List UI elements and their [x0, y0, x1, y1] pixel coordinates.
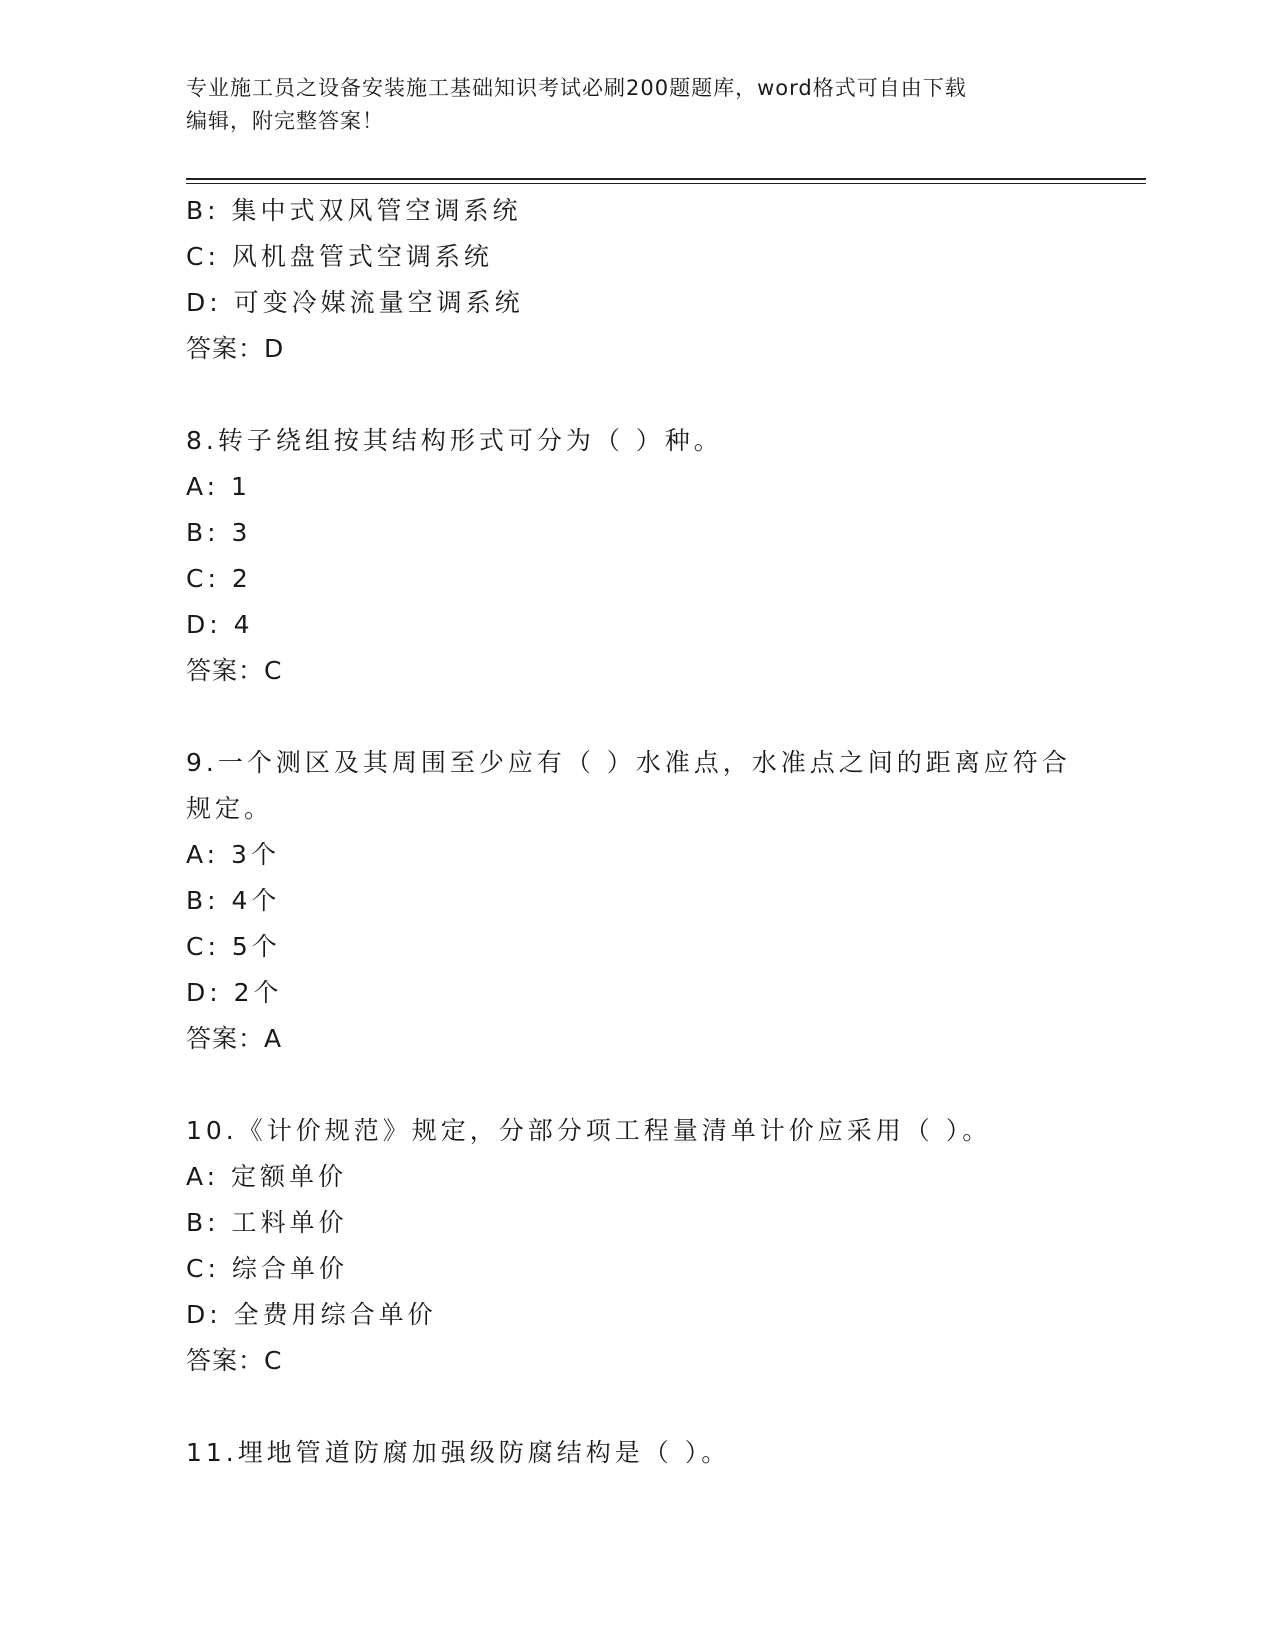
- option-b: B: 工料单价: [186, 1208, 348, 1237]
- option-b: B: 4个: [186, 886, 281, 915]
- question-stem-line1: 9.一个测区及其周围至少应有（ ）水准点，水准点之间的距离应符合: [186, 748, 1071, 777]
- option-a: A: 1: [186, 472, 251, 501]
- answer-line: 答案：A: [186, 1024, 283, 1053]
- option-c: C: 综合单价: [186, 1254, 348, 1283]
- option-a: A: 3个: [186, 840, 280, 869]
- answer-line: 答案：C: [186, 1346, 283, 1375]
- option-d: D: 可变冷媒流量空调系统: [186, 288, 524, 317]
- option-b: B: 集中式双风管空调系统: [186, 196, 522, 225]
- option-c: C: 2: [186, 564, 252, 593]
- question-stem: 10.《计价规范》规定，分部分项工程量清单计价应采用（ ）。: [186, 1116, 992, 1145]
- question-stem: 8.转子绕组按其结构形式可分为（ ）种。: [186, 426, 723, 455]
- option-a: A: 定额单价: [186, 1162, 348, 1191]
- answer-line: 答案：D: [186, 334, 285, 363]
- document-header: [186, 72, 1086, 138]
- question-stem-line2: 规定。: [186, 794, 274, 823]
- question-list: [186, 188, 1106, 1476]
- answer-line: 答案：C: [186, 656, 283, 685]
- header-divider-thin: [186, 183, 1146, 184]
- header-title-line1: 专业施工员之设备安装施工基础知识考试必刷200题题库，word格式可自由下载: [186, 76, 967, 100]
- option-c: C: 5个: [186, 932, 281, 961]
- option-d: D: 全费用综合单价: [186, 1300, 437, 1329]
- question-stem: 11.埋地管道防腐加强级防腐结构是（ ）。: [186, 1438, 731, 1467]
- option-b: B: 3: [186, 518, 252, 547]
- option-d: D: 2个: [186, 978, 283, 1007]
- option-c: C: 风机盘管式空调系统: [186, 242, 493, 271]
- header-divider-thick: [186, 178, 1146, 180]
- option-d: D: 4: [186, 610, 254, 639]
- header-title-line2: 编辑，附完整答案！: [186, 109, 384, 133]
